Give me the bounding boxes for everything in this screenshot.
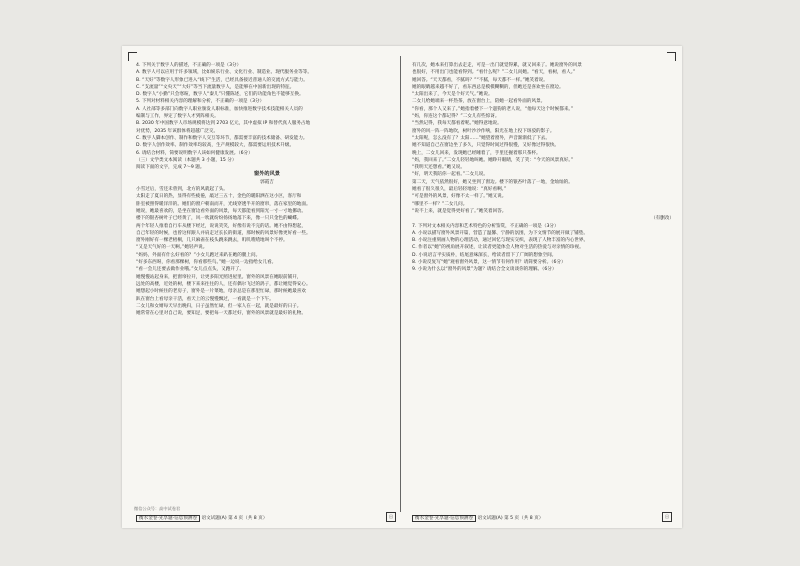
right_column-line: A. 小说以描写窗外风景开篇，营造了温馨、宁静的氛围，为下文情节的展开做了铺垫。 bbox=[412, 230, 588, 236]
right_column-line: 她的眼睛越来越不好了，看东西总是模模糊糊的，但她还是喜欢坐在窗边。 bbox=[412, 84, 564, 90]
left_column-line: 4. 下列关于数字人的描述，不正确的一项是（3分） bbox=[136, 63, 242, 68]
right_column-line: 她回答。“天天都看，不腻吗？”“不腻，每天都不一样。”她笑着说。 bbox=[412, 77, 548, 83]
right_column-line: “当然记得，我每天都看着呢。”她得意地说。 bbox=[412, 121, 502, 127]
left_column-line: D. 数字人创作效率、制作效率均较高，生产规模较大，都需要运用技术升级。 bbox=[136, 143, 295, 149]
left_column-line: 二女儿和女婿每天早出晚归，日子虽然忙碌，但一家人在一起，就是最好的日子。 bbox=[136, 303, 302, 309]
left_column-line: “看一会儿还要去做作业哦。”女儿点点头，又跑开了。 bbox=[136, 267, 245, 273]
right_column-line: 二女儿给她端来一杯热茶，放在窗台上，陪她一起看外面的风景。 bbox=[412, 99, 546, 105]
left_column-line: 5. 下列对材料相关内容的理解和分析，不正确的一项是（3分） bbox=[136, 99, 265, 105]
left_column-line: 小雪过后，雪还未曾到，北方的风就起了头。 bbox=[136, 187, 228, 193]
left_column-line: 她说，她最喜欢的，是坐在窗边看外面的风景，每天都能看到阳光一寸一寸地挪动。 bbox=[136, 208, 306, 214]
left_column-line: B. 2030 年中国数字人市场规模将达到 2703 亿元，其中虚拟 IP 和替代真人服务占地 bbox=[136, 121, 311, 127]
right_column-line: 她看了很久很久，最后轻轻地说：“真好看啊。” bbox=[412, 187, 507, 193]
left_column-line: A. 数字人可以应用于许多领域，比如娱乐行业、文化行业、制造业、现代服务业等等。 bbox=[136, 70, 312, 76]
left_column-line: 趴在窗台上看母亲干活，看天上的云慢慢飘过，一看就是一个下午。 bbox=[136, 296, 274, 302]
right_column-line: 有几次，她本来打算出去走走，可是一出门就觉得累，就又回来了。她说窗外的风景 bbox=[412, 63, 582, 68]
right_column-line: 也很好，不用出门也能看得到。“看什么呢？”二女儿问她。“看天，看树，看人。” bbox=[412, 70, 576, 76]
right_column-line: “太阳出来了，今天是个好天气。”她说。 bbox=[412, 92, 493, 98]
left_column-line: 卧室被照得暖洋洋的。她们的窗户朝南而开，光线穿透半开的窗帘，落在家里的地面。 bbox=[136, 201, 311, 207]
left_column-line: 她慢慢站起身来，把窗帘拉开，让更多阳光照进屋里。窗外的风景在她眼前铺开， bbox=[136, 274, 302, 280]
left_column-line: （三）文学类文本阅读（本题共 3 小题，15 分） bbox=[136, 157, 237, 163]
right_column-line: “你看，那个人又来了。”她指着楼下一个遛狗的老人说，“他每天这个时候都来。” bbox=[412, 106, 574, 112]
right_column-line: 第二天，天气依然很好，她又坐到了窗边。楼下的银杏叶落了一地，金灿灿的。 bbox=[412, 179, 573, 185]
right_column-line: “妈，我回来了。”二女儿轻轻地叫她。她睁开眼睛，笑了笑：“今天的风景真好。” bbox=[412, 157, 574, 163]
right_column-line: “哪里不一样？”二女儿问。 bbox=[412, 201, 468, 207]
left_column-line: C. “支流量”“文央天”“大好”等当下流量数字人，是能够在中国新出现的特征。 bbox=[136, 84, 295, 90]
right_column-line: 8. 小说反复写“她”观看窗外风景，这一情节有何作用？请简要分析。（6分） bbox=[412, 260, 566, 266]
left_column-line: 阅读下面的文字，完成 7～9 题。 bbox=[136, 165, 205, 171]
right_column-line: “妈，你连这个都记得？”二女儿有些惊讶。 bbox=[412, 114, 500, 120]
left_column-line: 远处的高楼，近处的树，楼下来来往往的人，还有偶尔飞过的鸽子，都让她觉得安心。 bbox=[136, 281, 311, 287]
left-column bbox=[136, 62, 398, 317]
right_column-line: B. 小说注重刻画人物的心理活动，通过回忆与现实交织，表现了人物丰富的内心世界。 bbox=[412, 238, 589, 244]
left_column-line: 自己年轻的时候，也曾这样跟人并肩走过长长的街道，那时候的风景好像更好看一些。 bbox=[136, 230, 311, 236]
right_column-line: 7. 下列对文本相关内容和艺术特色的分析鉴赏，不正确的一项是（3分） bbox=[412, 223, 559, 229]
left_column-line: “又是天气好的一天啊。”她轻声说。 bbox=[136, 245, 208, 251]
left_column-line: 6. 请结合材料，简要说明数字人该如何健康发展。（6分） bbox=[136, 150, 253, 156]
footer-left-badge: 衡水金卷·先享题·信息预测卷 bbox=[136, 515, 200, 522]
left_column-line: 窗外刚好有一棵老梧桐，几只麻雀在枝头跳来跳去，叽叽喳喳地叫个不停。 bbox=[136, 238, 288, 244]
left_column-line: A. 人社部等多部门向数字人职业颁发人职标准，加快推进数字技术技能相关人员的 bbox=[136, 106, 303, 112]
page-mark-right: 日 bbox=[662, 512, 672, 522]
page-mark-left: 日 bbox=[386, 512, 396, 522]
left_column-line: 编制与工作，界定了数字人才到阵相关。 bbox=[136, 114, 219, 120]
left_column-line: 窗外的风景 bbox=[254, 171, 280, 178]
left_column-line: “妈妈，外面有什么好看的？”小女儿跑过来趴在她的腿上问。 bbox=[136, 252, 261, 258]
right_column-line: D. 小说语言平实质朴，结尾意味深长，给读者留下了广阔的想象空间。 bbox=[412, 252, 557, 258]
footer-right bbox=[412, 515, 543, 522]
footer-right-badge: 衡水金卷·先享题·信息预测卷 bbox=[412, 515, 476, 522]
right_column-line: 她不知道自己在窗边坐了多久，只觉得时间过得很慢，又好像过得很快。 bbox=[412, 143, 560, 149]
footer-right-text: 语文试题(A) 第 5 页（共 8 页） bbox=[477, 516, 544, 521]
left_column-line: C. 数字人脚本创作、制作和数字人交互等环节，都需要丰富的技术储备、研发能力。 bbox=[136, 135, 308, 141]
left_column-line: D. 数字人“小勤”只会寒暄，数字人“秦儿”只懂陈述，它们的功能角色不能够互换。 bbox=[136, 92, 304, 98]
right_column-line: “可是窗外的风景，好像不太一样了。”她又说。 bbox=[412, 194, 507, 200]
left_column-line: 太阳走了夏日的热，显得有些疲倦，敲过三五十，金色的暖阳洒在这小区，客厅和 bbox=[136, 194, 302, 200]
right_column-line: “好，明天我陪你一起看。”二女儿说。 bbox=[412, 172, 488, 178]
right_column-line: C. 作者以“她”的视角展开叙述，让读者更能体会人物对生活的热爱与对亲情的珍视。 bbox=[412, 245, 584, 251]
left_column-line: 她常常在心里对自己说，要知足，要把每一天都过好，窗外的风景就是最好的礼物。 bbox=[136, 311, 306, 317]
right_column-line: 窗外的风一阵一阵地吹，树叶沙沙作响，阳光在地上投下斑驳的影子。 bbox=[412, 128, 555, 134]
column-divider bbox=[400, 56, 401, 512]
left_column-line: 对优势，2035 年该群体将超越广泛交。 bbox=[136, 128, 219, 134]
right_column-line: “我明天还想看。”她又说。 bbox=[412, 165, 465, 171]
left_column-line: 她想起小时候住的老房子，窗外是一片菜地，母亲总是在那里忙碌，那时候她最喜欢 bbox=[136, 289, 306, 295]
left_column-line: 两个年轻人推着自行车从楼下经过，说说笑笑，好像有说不完的话。她不由得想起， bbox=[136, 223, 306, 229]
left_column-line: “好多东西呀，你看那棵树，你看那些鸟。”她一边说一边指给女儿看。 bbox=[136, 260, 277, 266]
right_column-line: 9. 小说为什么以“窗外的风景”为题？请结合全文谈谈你的理解。（6分） bbox=[412, 267, 557, 273]
right_column-line: “太阳呢，怎么没有了？太阳……”她望着窗外，声音渐渐低了下去。 bbox=[412, 135, 550, 141]
footer-left bbox=[136, 515, 267, 522]
exam-sheet bbox=[122, 46, 682, 528]
footer-left-text: 语文试题(A) 第 4 页（共 8 页） bbox=[201, 516, 268, 521]
corner-mark-top-right bbox=[667, 52, 676, 61]
right_column-line: （有删改） bbox=[651, 216, 674, 222]
corner-mark-top-left bbox=[128, 52, 137, 61]
left_column-line: 楼下的银杏树叶子已经黄了，风一吹就纷纷扬扬地落下来，像一只只金色的蝴蝶。 bbox=[136, 216, 302, 222]
right-column bbox=[412, 62, 674, 274]
left_column-line: B. “天好”等数字人形象已进入“线下”生活，已经具备接近普通人的交流方式与能力。 bbox=[136, 77, 308, 83]
left_column-line: 郭霞吉 bbox=[260, 179, 274, 185]
watermark: 微信公众号：高中试卷君 bbox=[134, 506, 181, 511]
right_column-line: “说不上来，就是觉得更好看了。”她笑着回答。 bbox=[412, 208, 507, 214]
right_column-line: 晚上，二女儿回来，发现她已经睡着了，手里还握着那只茶杯。 bbox=[412, 150, 541, 156]
